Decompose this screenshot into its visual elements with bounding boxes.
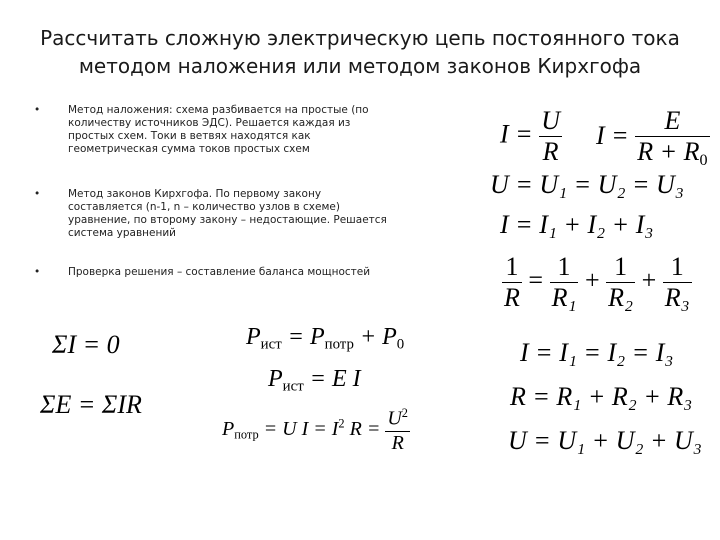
bullet-text-line: Проверка решения – составление баланса мощностей — [68, 266, 371, 278]
bullet-kirchhoff — [34, 188, 387, 240]
formula-load-power: $P_{потр} = U$ $I = I^2$ R = $\frac{U^2}{R}$ — [222, 406, 408, 454]
bullet-text-line: составляется (n-1, n – количество узлов в схеме) — [68, 201, 340, 213]
bullet-text-line: простых схем. Токи в ветвях находятся как — [68, 130, 311, 142]
bullet-text-line: система уравнений — [68, 227, 176, 239]
formula-parallel-current: I = I₁ + I₂ + I₃ — [500, 210, 654, 239]
bullet-text-line: геометрическая сумма токов простых схем — [68, 143, 310, 155]
formula-power-balance: $P_{ист} = P_{потр} + P_0$ — [246, 324, 405, 353]
formula-kirchhoff-second: ΣE = ΣIR — [40, 390, 142, 419]
bullet-text-line: Метод законов Кирхгофа. По первому закону — [68, 188, 322, 200]
bullet-power-balance — [34, 266, 370, 279]
formula-series-resistance: R = R₁ + R₂ + R₃ — [510, 382, 693, 411]
formula-source-power: $P_{ист} = E$ I — [268, 366, 361, 395]
bullet-marker: • — [34, 104, 41, 116]
title-line-2: методом наложения или методом законов Кирхгофа — [78, 54, 642, 78]
formula-kirchhoff-first: ΣI = 0 — [52, 330, 120, 359]
bullet-marker: • — [34, 266, 41, 278]
bullet-marker: • — [34, 188, 41, 200]
title-line-1: Рассчитать сложную электрическую цепь постоянного тока — [40, 26, 680, 50]
formula-ohm: I = $\frac{U}{R}$ — [500, 106, 560, 166]
bullet-superposition — [34, 104, 369, 156]
bullet-text-line: уравнение, по второму закону – недостающие. Решается — [68, 214, 387, 226]
formula-ohm-full: I = $\frac{E}{R + R_0}$ — [596, 106, 708, 169]
formula-series-voltage: U = U₁ + U₂ + U₃ — [508, 426, 702, 455]
bullet-text-line: количеству источников ЭДС). Решается каждая из — [68, 117, 351, 129]
slide-title — [0, 24, 720, 80]
formula-parallel-voltage: U = U₁ = U₂ = U₃ — [490, 170, 684, 199]
formula-series-current: I = I₁ = I₂ = I₃ — [520, 338, 674, 367]
formula-parallel-resistance: $\frac{1}{R}$ = $\frac{1}{\text{R₁}}$ + $\frac{1}{\text{R₂}}$ + $\frac{1}{\text{R₃}}$ — [504, 252, 690, 312]
bullet-text-line: Метод наложения: схема разбивается на простые (по — [68, 104, 369, 116]
